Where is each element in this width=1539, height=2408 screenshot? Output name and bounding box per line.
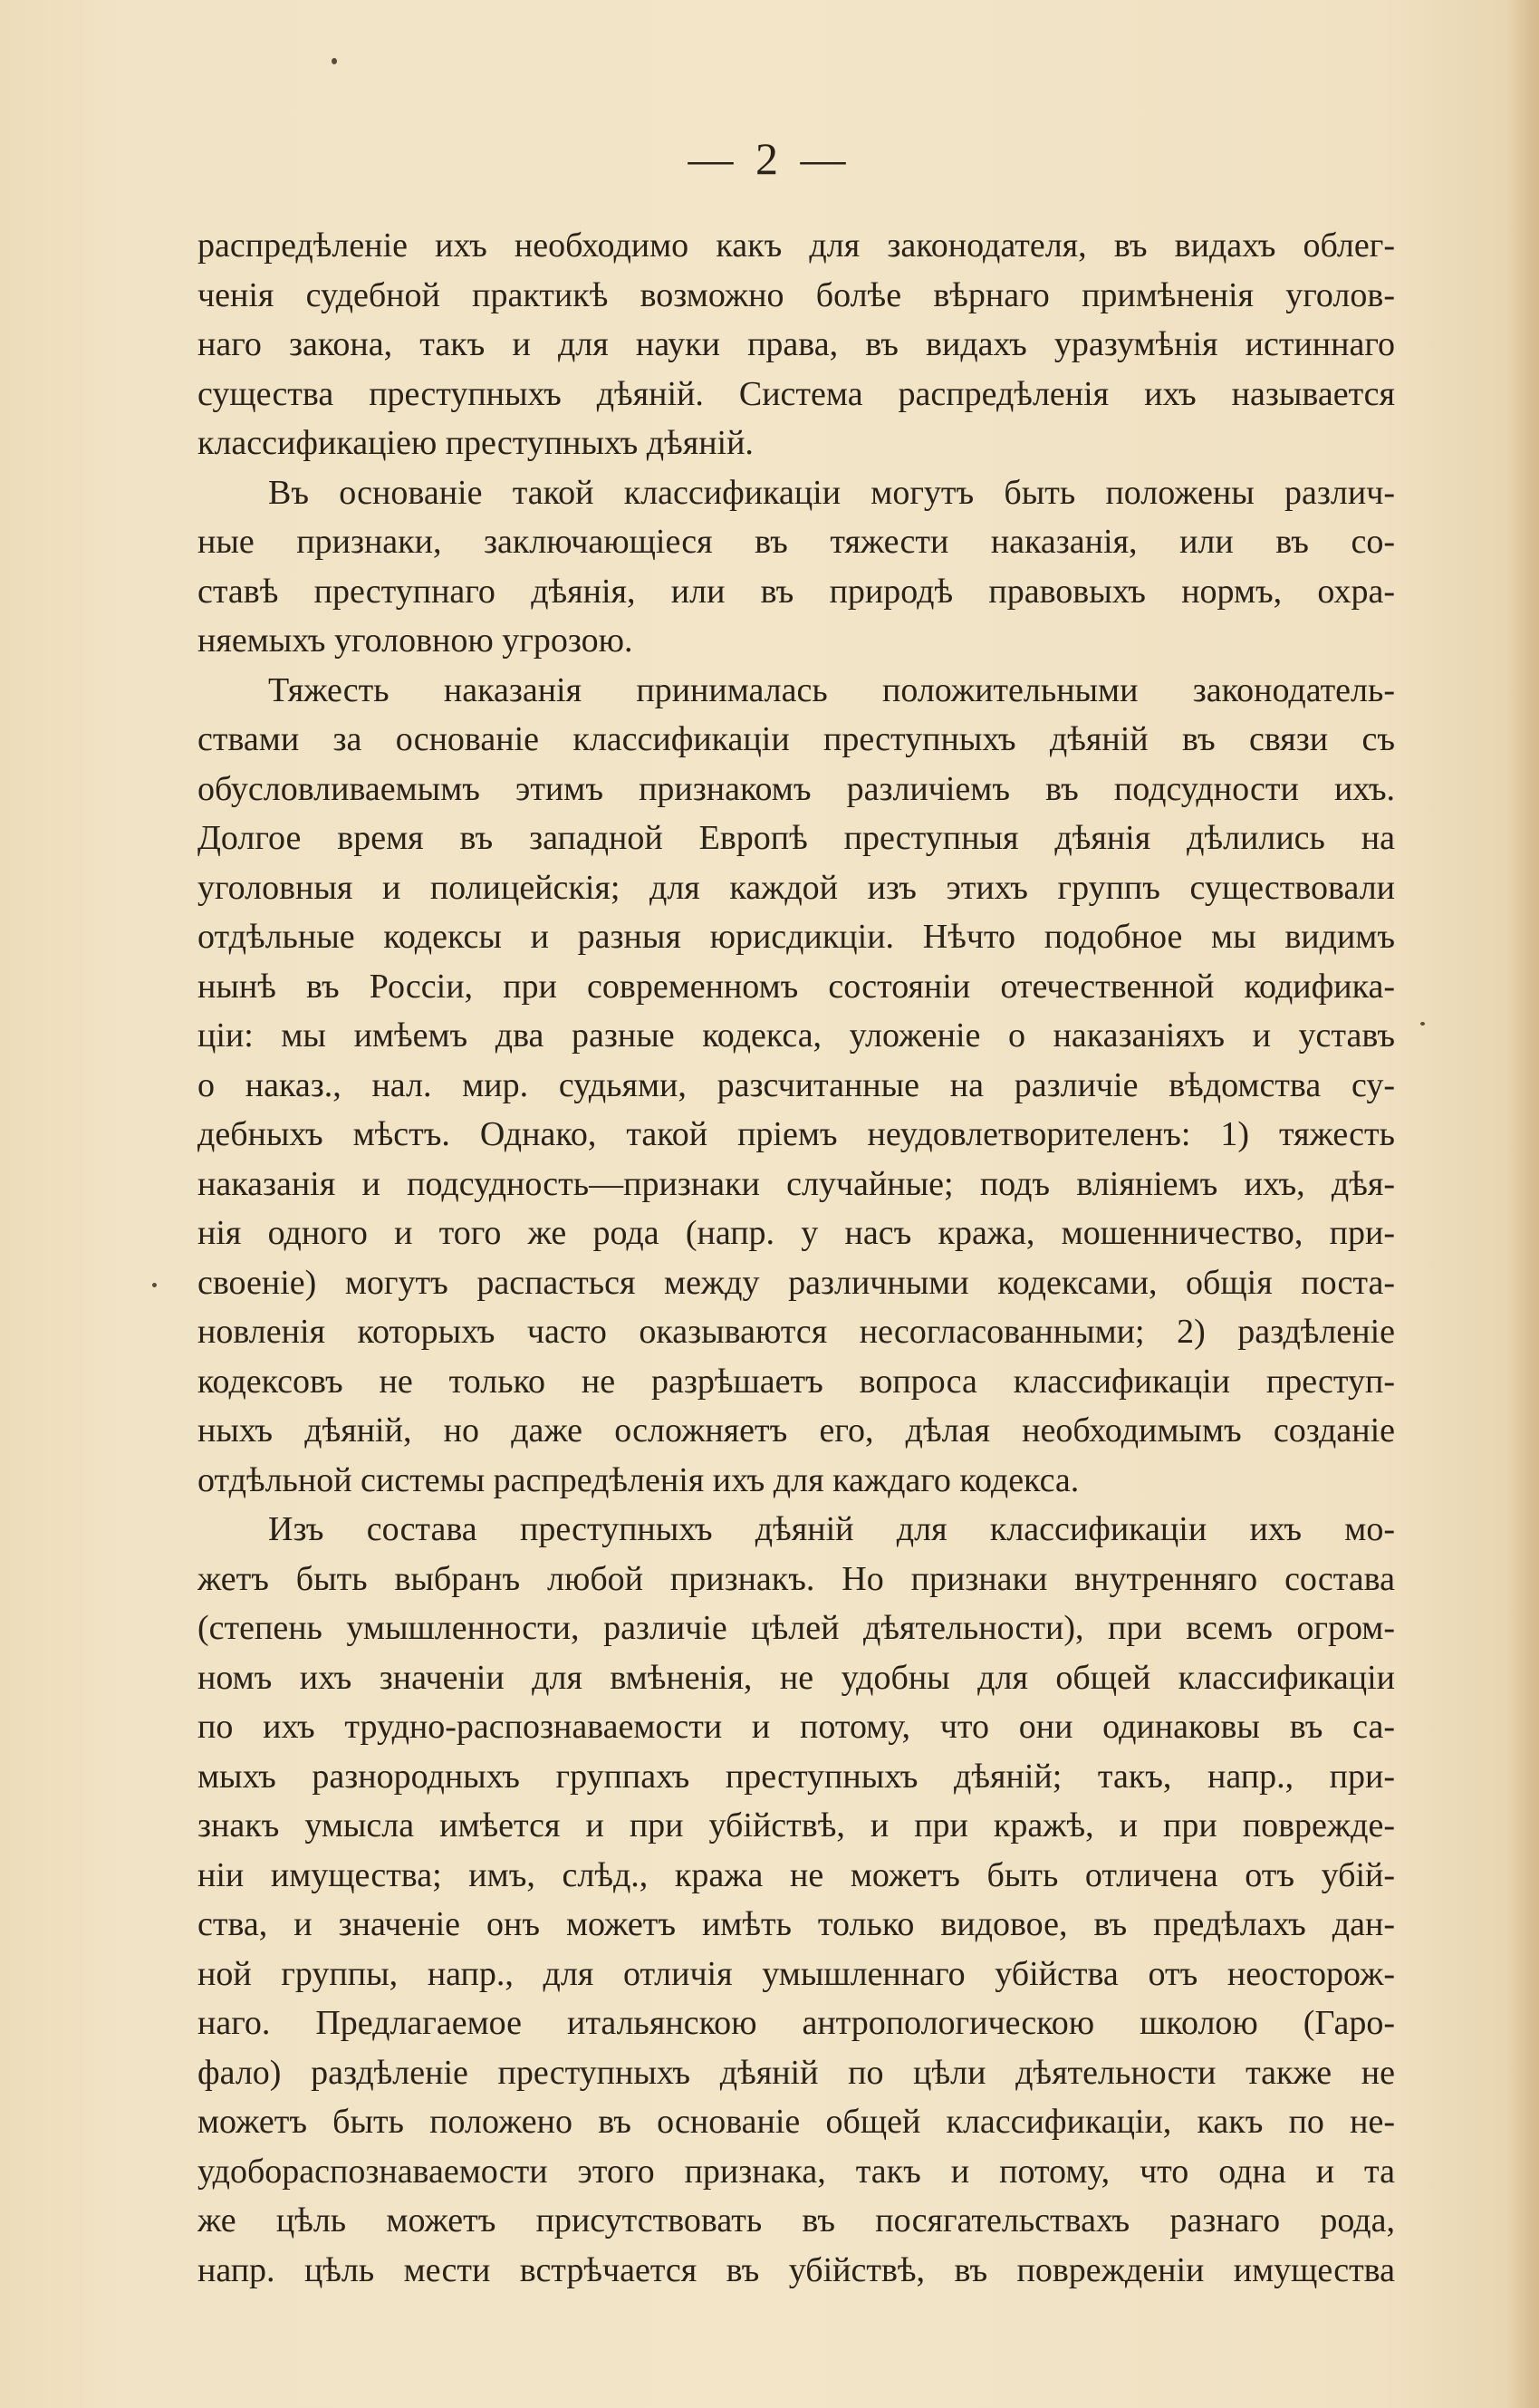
text-line: о наказ., нал. мир. судьями, разсчитанные на различіе вѣдомства су- [197, 1065, 1395, 1104]
text-line: отдѣльные кодексы и разныя юрисдикціи. Нѣчто подобное мы видимъ [197, 918, 1395, 956]
text-line: (степень умышленности, различіе цѣлей дѣятельности), при всемъ огром- [197, 1609, 1395, 1647]
text-line: наказанія и подсудность—признаки случайные; подъ вліяніемъ ихъ, дѣя- [197, 1164, 1395, 1203]
text-line: фало) раздѣленіе преступныхъ дѣяній по цѣли дѣятельности также не [197, 2053, 1395, 2092]
text-line: ной группы, напр., для отличія умышленнаго убійства отъ неосторож- [197, 1954, 1395, 1993]
text-line: кодексовъ не только не разрѣшаетъ вопроса классификаціи преступ- [197, 1362, 1395, 1401]
text-line: няемыхъ уголовною угрозою. [197, 621, 633, 660]
text-line: жетъ быть выбранъ любой признакъ. Но признаки внутренняго состава [197, 1559, 1395, 1598]
text-line: же цѣль можетъ присутствовать въ посягательствахъ разнаго рода, [197, 2201, 1395, 2239]
text-line: ные признаки, заключающіеся въ тяжести наказанія, или въ со- [197, 523, 1395, 561]
ink-speck [332, 58, 337, 64]
text-line: Въ основаніе такой классификаціи могутъ быть положены различ- [268, 473, 1395, 512]
text-line: напр. цѣль мести встрѣчается въ убійствѣ, въ поврежденіи имущества [197, 2250, 1395, 2289]
text-line: ченія судебной практикѣ возможно болѣе вѣрнаго примѣненія уголов- [197, 275, 1395, 314]
ink-speck [152, 1283, 157, 1287]
page-edge-shadow [1506, 0, 1539, 2408]
text-line: нія одного и того же рода (напр. у насъ кража, мошенничество, при- [197, 1214, 1395, 1252]
text-line: существа преступныхъ дѣяній. Система распредѣленія ихъ называется [197, 374, 1395, 413]
text-line: дебныхъ мѣстъ. Однако, такой пріемъ неудовлетворителенъ: 1) тяжесть [197, 1115, 1395, 1153]
page-number: — 2 — [688, 133, 851, 184]
text-line: отдѣльной системы распредѣленія ихъ для каждаго кодекса. [197, 1460, 1080, 1499]
text-line: классификаціею преступныхъ дѣяній. [197, 424, 754, 462]
text-line: Долгое время въ западной Европѣ преступныя дѣянія дѣлились на [197, 819, 1395, 857]
text-line: ніи имущества; имъ, слѣд., кража не можетъ быть отличена отъ убій- [197, 1855, 1395, 1894]
text-line: можетъ быть положено въ основаніе общей классификаціи, какъ по не- [197, 2103, 1395, 2141]
text-line: ціи: мы имѣемъ два разные кодекса, уложеніе о наказаніяхъ и уставъ [197, 1016, 1395, 1055]
text-line: наго закона, такъ и для науки права, въ видахъ уразумѣнія истиннаго [197, 325, 1395, 363]
text-line: ставѣ преступнаго дѣянія, или въ природѣ правовыхъ нормъ, охра- [197, 572, 1395, 611]
text-line: новленія которыхъ часто оказываются несогласованными; 2) раздѣленіе [197, 1313, 1395, 1351]
text-line: удобораспознаваемости этого признака, такъ и потому, что одна и та [197, 2152, 1395, 2191]
text-line: своеніе) могутъ распасться между различными кодексами, общія поста- [197, 1263, 1395, 1302]
text-line: ства, и значеніе онъ можетъ имѣть только видовое, въ предѣлахъ дан- [197, 1905, 1395, 1943]
text-line: ствами за основаніе классификаціи преступныхъ дѣяній въ связи съ [197, 720, 1395, 758]
text-line: нынѣ въ Россіи, при современномъ состояніи отечественной кодифика- [197, 967, 1395, 1006]
text-line: Изъ состава преступныхъ дѣяній для классификаціи ихъ мо- [268, 1510, 1395, 1548]
text-line: уголовныя и полицейскія; для каждой изъ этихъ группъ существовали [197, 868, 1395, 907]
text-line: номъ ихъ значеніи для вмѣненія, не удобны для общей классификаціи [197, 1658, 1395, 1697]
text-line: наго. Предлагаемое итальянскою антропологическою школою (Гаро- [197, 2004, 1395, 2042]
text-line: мыхъ разнородныхъ группахъ преступныхъ дѣяній; такъ, напр., при- [197, 1757, 1395, 1796]
text-line: ныхъ дѣяній, но даже осложняетъ его, дѣлая необходимымъ созданіе [197, 1411, 1395, 1450]
text-line: Тяжесть наказанія принималась положительными законодатель- [268, 670, 1395, 709]
ink-speck [1420, 1022, 1425, 1026]
text-line: знакъ умысла имѣется и при убійствѣ, и при кражѣ, и при поврежде- [197, 1806, 1395, 1845]
body-text [197, 221, 1395, 2295]
text-line: обусловливаемымъ этимъ признакомъ различіемъ въ подсудности ихъ. [197, 769, 1395, 808]
text-line: по ихъ трудно-распознаваемости и потому, что они одинаковы въ са- [197, 1708, 1395, 1746]
text-line: распредѣленіе ихъ необходимо какъ для законодателя, въ видахъ облег- [197, 226, 1395, 265]
